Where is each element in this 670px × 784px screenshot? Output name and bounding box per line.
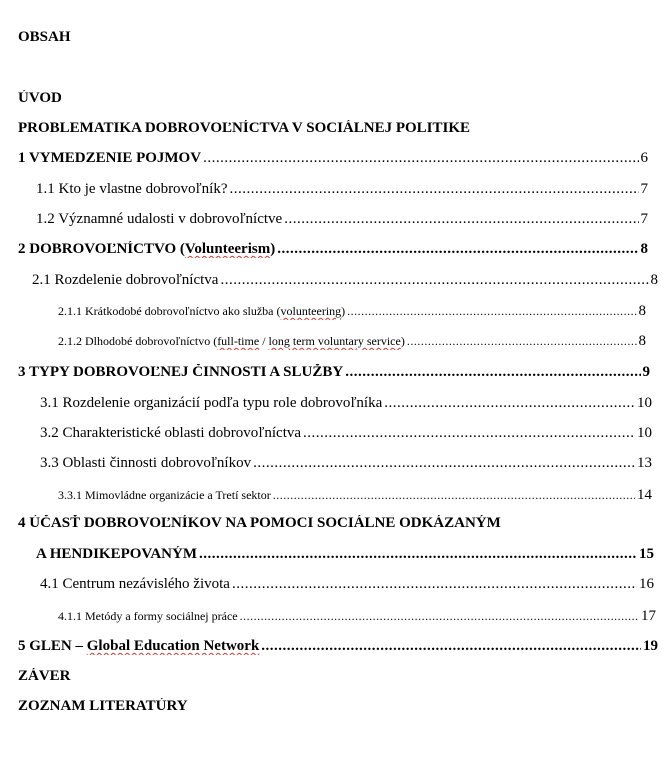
toc-entry-2-1-1[interactable]: 2.1.1 Krátkodobé dobrovoľníctvo ako služba (volunteering) ..... 8 [58,303,646,320]
page-number: 15 [639,546,654,562]
leader-dots [240,609,639,624]
page-number: 10 [637,425,652,441]
toc-heading: OBSAH [18,29,71,45]
toc-entry-4-1-1[interactable]: 4.1.1 Metódy a formy sociálnej práce ..... 17 [58,608,656,625]
toc-entry-problematika[interactable]: PROBLEMATIKA DOBROVOĽNÍCTVA V SOCIÁLNEJ POLITIKE [18,120,471,136]
toc-entry-3-3[interactable]: 3.3 Oblasti činnosti dobrovoľníkov ..... 13 [40,455,652,472]
toc-entry-literatura[interactable]: ZOZNAM LITERATÚRY [18,698,188,714]
page-number: 19 [643,638,658,654]
page-number: 10 [637,395,652,411]
leader-dots [384,395,635,412]
toc-entry-1-2[interactable]: 1.2 Významné udalosti v dobrovoľníctve ..... 7 [36,211,648,228]
leader-dots [284,211,638,228]
toc-entry-1-1[interactable]: 1.1 Kto je vlastne dobrovoľník? ..... 7 [36,181,648,198]
leader-dots [199,546,637,563]
toc-entry-2-1[interactable]: 2.1 Rozdelenie dobrovoľníctva ..... 8 [32,272,658,289]
toc-entry-3[interactable]: 3 TYPY DOBROVOĽNEJ ČINNOSTI A SLUŽBY ..... 9 [18,364,650,381]
toc-entry-uvod[interactable]: ÚVOD [18,90,62,106]
leader-dots [273,488,635,503]
toc-entry-1[interactable]: 1 VYMEDZENIE POJMOV ..... 6 [18,150,648,167]
page-number: 8 [638,333,646,349]
page-number: 9 [642,364,650,380]
toc-entry-5[interactable]: 5 GLEN – Global Education Network ..... 19 [18,638,658,655]
page-number: 14 [637,487,652,503]
leader-dots [303,425,635,442]
leader-dots [253,455,635,472]
toc-entry-3-1[interactable]: 3.1 Rozdelenie organizácií podľa typu role dobrovoľníka ..... 10 [40,395,652,412]
page-number: 6 [640,150,648,166]
page-number: 13 [637,455,652,471]
toc-entry-4-cont[interactable]: A HENDIKEPOVANÝM ..... 15 [36,546,654,563]
page-number: 16 [639,576,654,592]
toc-entry-2-1-2[interactable]: 2.1.2 Dlhodobé dobrovoľníctvo (full-time / long term voluntary service) ..... 8 [58,333,646,350]
leader-dots [345,364,640,381]
page-number: 7 [640,181,648,197]
toc-entry-3-3-1[interactable]: 3.3.1 Mimovládne organizácie a Tretí sektor ..... 14 [58,487,652,504]
leader-dots [261,638,641,655]
leader-dots [277,241,638,258]
leader-dots [232,576,637,593]
leader-dots [220,272,648,289]
leader-dots [229,181,638,198]
leader-dots [347,304,636,319]
page-number: 8 [638,303,646,319]
leader-dots [203,150,638,167]
page-number: 17 [641,608,656,624]
page-number: 8 [650,272,658,288]
toc-entry-zaver[interactable]: ZÁVER [18,668,71,684]
toc-entry-4-1[interactable]: 4.1 Centrum nezávislého života ..... 16 [40,576,654,593]
leader-dots [407,334,637,349]
page-number: 7 [640,211,648,227]
toc-entry-2[interactable]: 2 DOBROVOĽNÍCTVO (Volunteerism) ..... 8 [18,241,648,258]
page-number: 8 [640,241,648,257]
toc-entry-3-2[interactable]: 3.2 Charakteristické oblasti dobrovoľníctva ..... 10 [40,425,652,442]
toc-entry-4[interactable]: 4 ÚČASŤ DOBROVOĽNÍKOV NA POMOCI SOCIÁLNE ODKÁZANÝM [18,515,501,531]
